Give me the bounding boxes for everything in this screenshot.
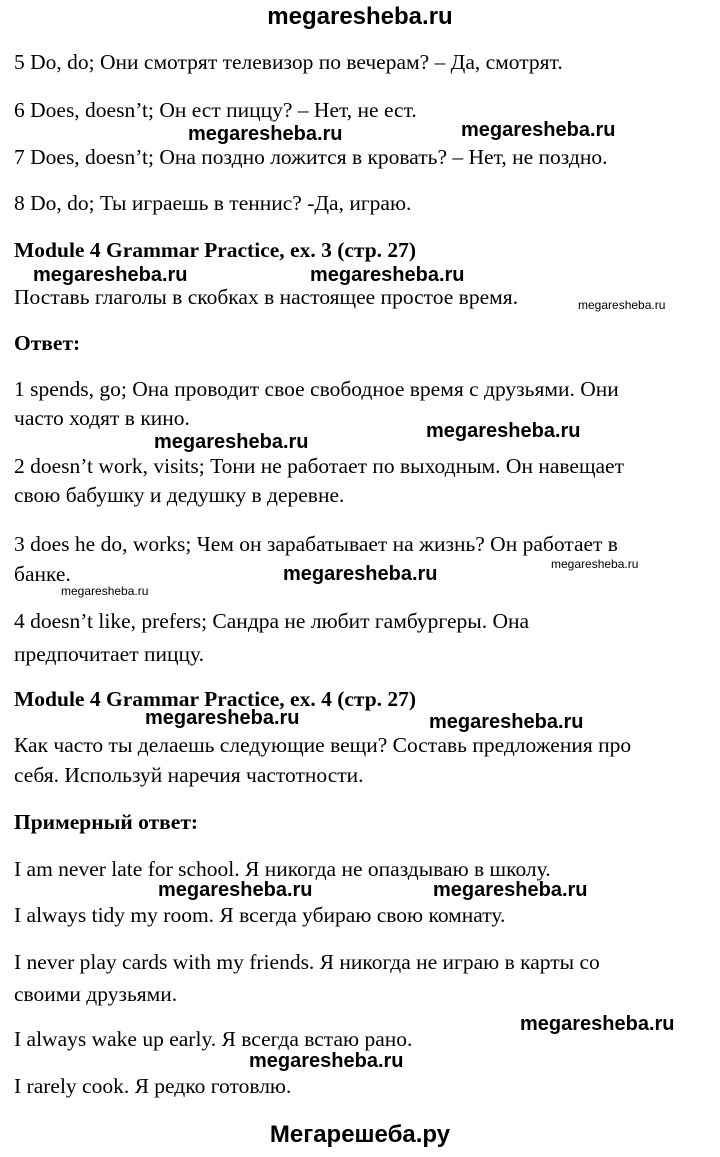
ex4-task-line1: Как часто ты делаешь следующие вещи? Составь предложения про — [14, 733, 632, 757]
ex3-answer-4-line1: 4 doesn’t like, prefers; Сандра не любит гамбургеры. Она — [14, 609, 530, 633]
ex4-answer-1: I am never late for school. Я никогда не опаздываю в школу. — [14, 857, 551, 881]
watermark: megaresheba.ru — [158, 879, 313, 901]
ex3-answer-1-line2: часто ходят в кино. — [14, 406, 190, 430]
watermark: megaresheba.ru — [433, 879, 588, 901]
ex4-answer-3-line1: I never play cards with my friends. Я никогда не играю в карты со — [14, 950, 600, 974]
ex4-title: Module 4 Grammar Practice, ex. 4 (стр. 27) — [14, 687, 417, 711]
watermark: megaresheba.ru — [551, 557, 639, 571]
watermark: megaresheba.ru — [426, 420, 581, 442]
ex3-title: Module 4 Grammar Practice, ex. 3 (стр. 27) — [14, 238, 417, 262]
ex3-answer-4-line2: предпочитает пиццу. — [14, 642, 204, 666]
ex4-answer-5: I rarely cook. Я редко готовлю. — [14, 1074, 292, 1098]
watermark: megaresheba.ru — [578, 298, 666, 312]
ex3-answer-3-line2: банке. — [14, 562, 71, 586]
site-header[interactable]: megaresheba.ru — [267, 3, 453, 30]
ex4-answer-2: I always tidy my room. Я всегда убираю свою комнату. — [14, 903, 506, 927]
ex4-answer-4: I always wake up early. Я всегда встаю рано. — [14, 1027, 413, 1051]
watermark: megaresheba.ru — [33, 264, 188, 286]
answer-line-5: 5 Do, do; Они смотрят телевизор по вечерам? – Да, смотрят. — [14, 50, 563, 74]
watermark: megaresheba.ru — [145, 707, 300, 729]
watermark: megaresheba.ru — [310, 264, 465, 286]
watermark: megaresheba.ru — [14, 30, 102, 44]
answer-line-6: 6 Does, doesn’t; Он ест пиццу? – Нет, не ест. — [14, 98, 417, 122]
ex3-answer-2-line1: 2 doesn’t work, visits; Тони не работает по выходным. Он навещает — [14, 454, 624, 478]
watermark: megaresheba.ru — [61, 584, 149, 598]
site-footer[interactable]: Мегарешеба.ру — [269, 1121, 451, 1148]
watermark: megaresheba.ru — [520, 1013, 675, 1035]
ex3-answer-3-line1: 3 does he do, works; Чем он зарабатывает на жизнь? Он работает в — [14, 532, 618, 556]
watermark: megaresheba.ru — [461, 119, 616, 141]
watermark: megaresheba.ru — [188, 123, 343, 145]
ex3-answer-label: Ответ: — [14, 331, 81, 355]
watermark: megaresheba.ru — [429, 711, 584, 733]
ex3-task: Поставь глаголы в скобках в настоящее простое время. — [14, 285, 519, 309]
ex4-answer-label: Примерный ответ: — [14, 810, 199, 834]
answer-line-8: 8 Do, do; Ты играешь в теннис? -Да, играю. — [14, 191, 412, 215]
ex3-answer-2-line2: свою бабушку и дедушку в деревне. — [14, 483, 345, 507]
watermark: megaresheba.ru — [249, 1050, 404, 1072]
watermark: megaresheba.ru — [154, 431, 309, 453]
ex3-answer-1-line1: 1 spends, go; Она проводит свое свободное время с друзьями. Они — [14, 377, 619, 401]
ex4-answer-3-line2: своими друзьями. — [14, 982, 178, 1006]
ex4-task-line2: себя. Используй наречия частотности. — [14, 763, 364, 787]
watermark: megaresheba.ru — [283, 563, 438, 585]
answer-line-7: 7 Does, doesn’t; Она поздно ложится в кровать? – Нет, не поздно. — [14, 145, 608, 169]
